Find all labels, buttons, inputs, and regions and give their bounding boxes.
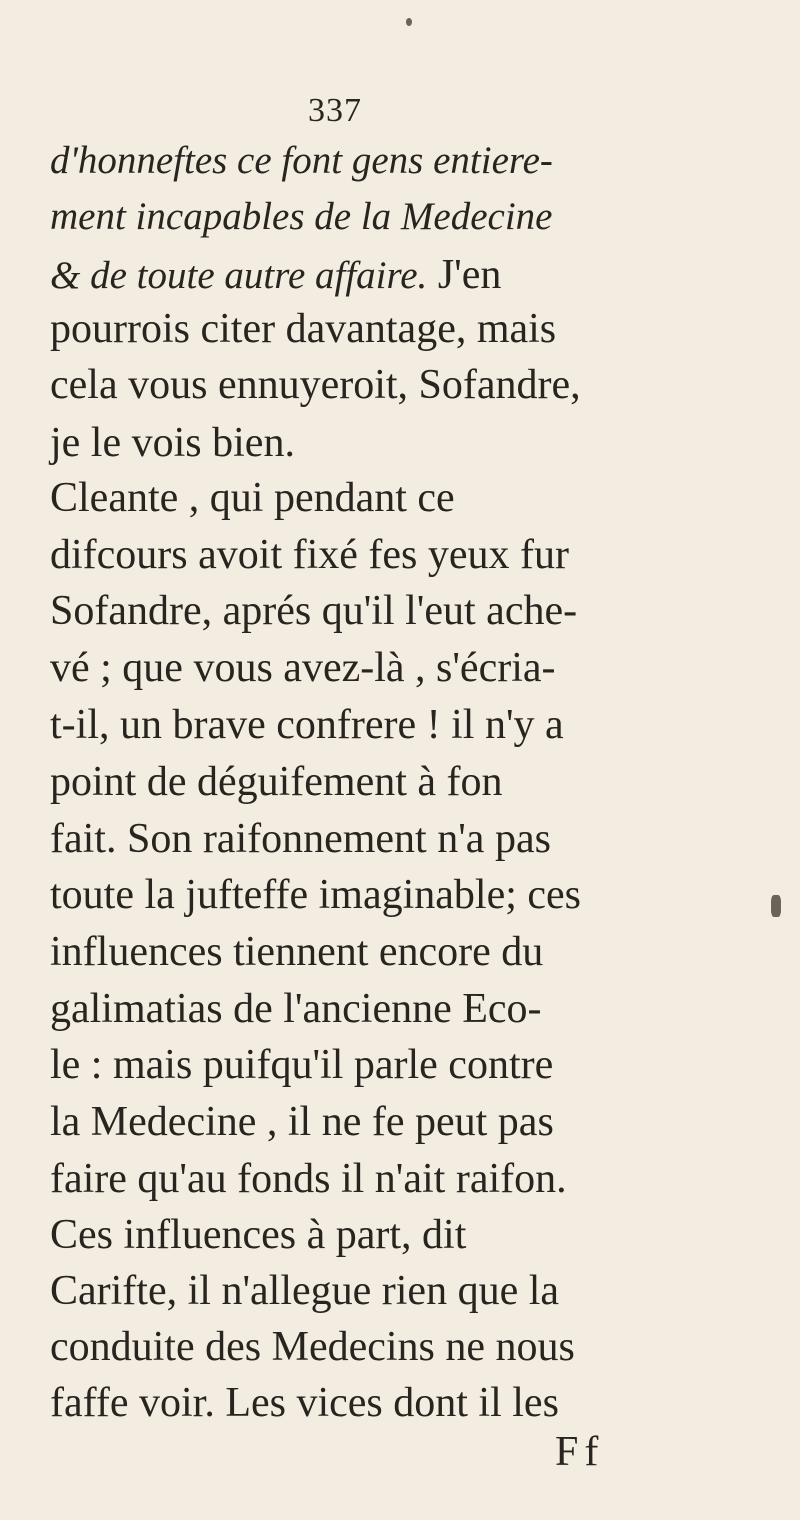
text-line: t-il, un brave confrere ! il n'y a	[50, 702, 564, 748]
text-line: d'honneftes ce font gens entiere-	[50, 139, 553, 182]
ink-speck	[771, 895, 781, 917]
text-line: le : mais puifqu'il parle contre	[50, 1042, 554, 1088]
ink-speck	[406, 18, 412, 26]
page-number: 337	[308, 92, 362, 129]
text-line: galimatias de l'ancienne Eco-	[50, 986, 542, 1032]
text-line: toute la jufteffe imaginable; ces	[50, 872, 582, 918]
text-line: cela vous ennuyeroit, Sofandre,	[50, 362, 581, 408]
text-line	[50, 248, 501, 303]
text-line: Carifte, il n'allegue rien que la	[50, 1268, 560, 1314]
text-line: Ces influences à part, dit	[50, 1212, 467, 1258]
text-line: pourrois citer davantage, mais	[50, 306, 557, 352]
text-line: Cleante , qui pendant ce	[50, 475, 455, 521]
text-line: la Medecine , il ne fe peut pas	[50, 1099, 554, 1145]
text-line-tail: J'en	[427, 252, 502, 298]
text-line-italic: & de toute autre affaire.	[50, 254, 428, 297]
text-line: point de déguifement à fon	[50, 759, 503, 805]
text-line: fait. Son raifonnement n'a pas	[50, 816, 551, 862]
text-line: influences tiennent encore du	[50, 929, 544, 975]
text-line: faire qu'au fonds il n'ait raifon.	[50, 1156, 567, 1202]
text-line: faffe voir. Les vices dont il les	[50, 1380, 559, 1426]
text-line: ment incapables de la Medecine	[50, 195, 553, 238]
text-line: difcours avoit fixé fes yeux fur	[50, 532, 569, 578]
text-line: vé ; que vous avez-là , s'écria-	[50, 645, 556, 691]
text-line: je le vois bien.	[50, 420, 295, 466]
text-line: conduite des Medecins ne nous	[50, 1324, 575, 1370]
text-line: Sofandre, aprés qu'il l'eut ache-	[50, 588, 578, 634]
signature-mark: Ff	[555, 1429, 605, 1475]
